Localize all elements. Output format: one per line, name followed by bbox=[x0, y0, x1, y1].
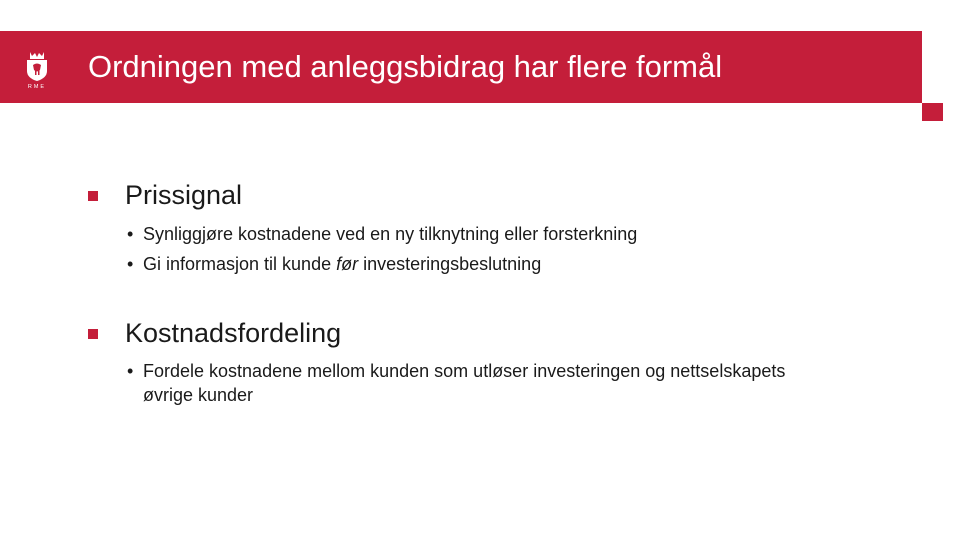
list-item-text: Fordele kostnadene mellom kunden som utløser investeringen og nettselskapets øvrige kunder bbox=[143, 361, 786, 405]
bullet-dot-icon: • bbox=[127, 224, 134, 244]
accent-square bbox=[922, 103, 943, 121]
bullet-dot-icon: • bbox=[127, 254, 134, 274]
crest-icon bbox=[20, 49, 54, 89]
list-item-text-pre: Gi informasjon til kunde bbox=[143, 254, 337, 274]
list-item-text-post: investeringsbeslutning bbox=[358, 254, 542, 274]
rme-logo bbox=[20, 49, 54, 89]
list-item-text: Synliggjøre kostnadene ved en ny tilknytning eller forsterkning bbox=[143, 224, 638, 244]
slide-title: Ordningen med anleggsbidrag har flere formål bbox=[88, 49, 723, 84]
section-heading-text: Kostnadsfordeling bbox=[125, 318, 342, 348]
section-heading-text: Prissignal bbox=[125, 180, 243, 210]
bullet-dot-icon: • bbox=[127, 361, 134, 381]
list-item-text bbox=[143, 252, 803, 276]
logo-text: RME bbox=[27, 84, 47, 89]
square-bullet-icon bbox=[88, 191, 98, 201]
square-bullet-icon bbox=[88, 329, 98, 339]
list-item-emphasis: før bbox=[336, 254, 359, 274]
